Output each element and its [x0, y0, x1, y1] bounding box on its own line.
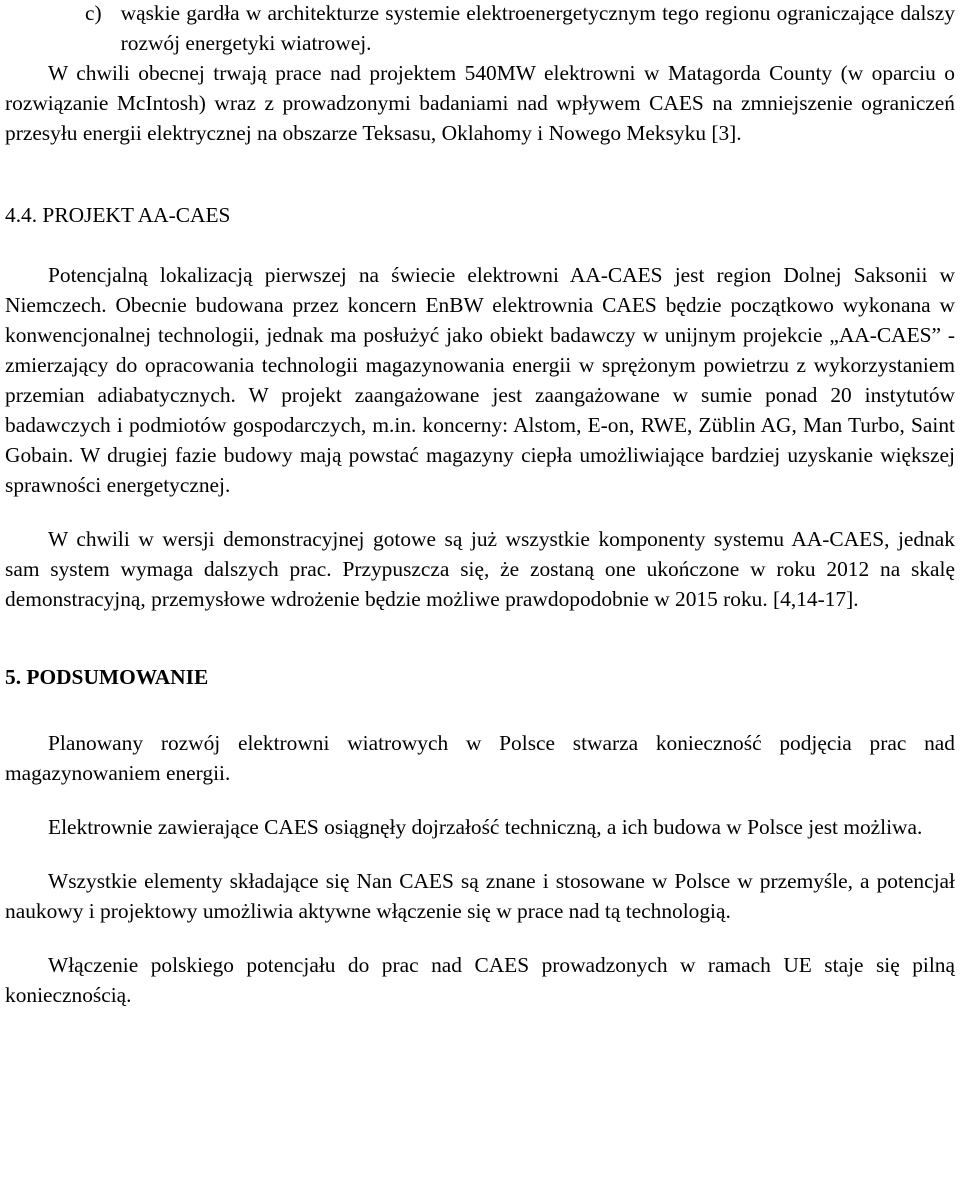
spacer [5, 230, 955, 260]
spacer [5, 788, 955, 812]
spacer [5, 500, 955, 524]
paragraph-demo: W chwili w wersji demonstracyjnej gotowe są już wszystkie komponenty systemu AA-CAES, jednak sam system wymaga dalszych prac. Przypuszcza się, że zostaną one ukończone w roku 2012 na skalę demonstracyjną, przemysłowe wdrożenie będzie możliwe prawdopodobnie w 2015 roku. [4,14-17]. [5, 527, 955, 611]
spacer [5, 926, 955, 950]
summary-paragraph-3: Wszystkie elementy składające się Nan CAES są znane i stosowane w Polsce w przemyśle, a potencjał naukowy i projektowy umożliwia aktywne włączenie się w prace nad tą technologią. [5, 869, 955, 923]
spacer [5, 692, 955, 728]
spacer [5, 614, 955, 662]
section-heading-4-4: 4.4. PROJEKT AA-CAES [5, 203, 231, 227]
paragraph-aa-caes: Potencjalną lokalizacją pierwszej na świecie elektrowni AA-CAES jest region Dolnej Saksonii w Niemczech. Obecnie budowana przez koncern EnBW elektrownia CAES będzie początkowo wykonana w konwencjonalnej technologii, jednak ma posłużyć jako obiekt badawczy w unijnym projekcie „AA-CAES” - zmierzający do opracowania technologii magazynowania energii w sprężonym powietrzu z wykorzystaniem przemian adiabatycznych. W projekt zaangażowane jest zaangażowane w sumie ponad 20 instytutów badawczych i podmiotów gospodarczych, m.in. koncerny: Alstom, E-on, RWE, Züblin AG, Man Turbo, Saint Gobain. W drugiej fazie budowy mają powstać magazyny ciepła umożliwiające bardziej uzyskanie większej sprawności energetycznej. [5, 263, 955, 497]
spacer [5, 148, 955, 200]
document-page [5, 0, 955, 1010]
summary-paragraph-4: Włączenie polskiego potencjału do prac nad CAES prowadzonych w ramach UE staje się pilną koniecznością. [5, 953, 955, 1007]
summary-paragraph-1: Planowany rozwój elektrowni wiatrowych w Polsce stwarza konieczność podjęcia prac nad magazynowaniem energii. [5, 731, 955, 785]
list-item-c [5, 0, 955, 58]
summary-paragraph-2: Elektrownie zawierające CAES osiągnęły dojrzałość techniczną, a ich budowa w Polsce jest możliwa. [48, 815, 923, 839]
spacer [5, 842, 955, 866]
list-item-text: wąskie gardła w architekturze systemie elektroenergetycznym tego regionu ograniczające dalszy rozwój energetyki wiatrowej. [120, 1, 955, 55]
paragraph-matagorda: W chwili obecnej trwają prace nad projektem 540MW elektrowni w Matagorda County (w oparciu o rozwiązanie McIntosh) wraz z prowadzonymi badaniami nad wpływem CAES na zmniejszenie ograniczeń przesyłu energii elektrycznej na obszarze Teksasu, Oklahomy i Nowego Meksyku [3]. [5, 61, 955, 145]
section-heading-5: 5. PODSUMOWANIE [5, 665, 209, 689]
list-marker: c) [85, 1, 102, 25]
